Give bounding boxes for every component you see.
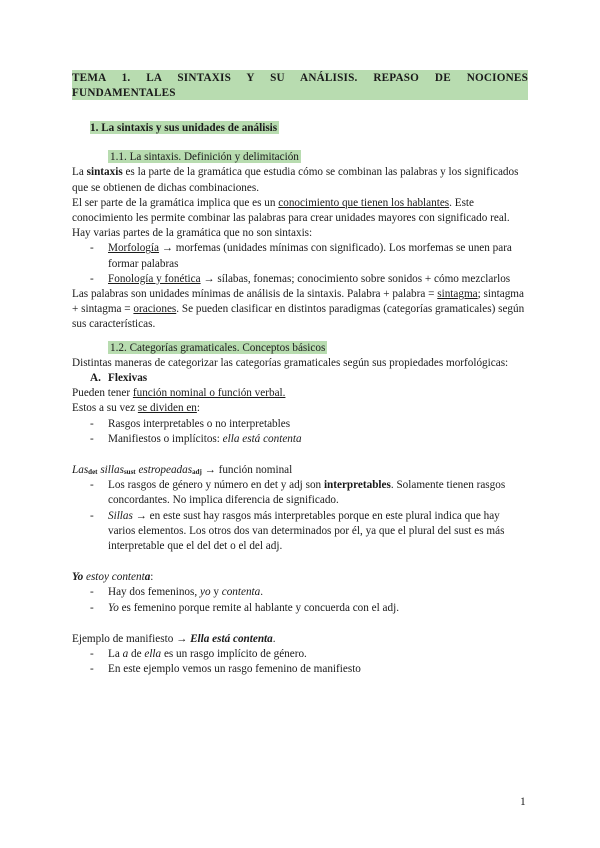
text-run: Pueden tener <box>72 387 133 400</box>
italic-example: contenta <box>221 586 261 599</box>
dash-bullet: - <box>90 648 94 661</box>
example-word: estropeadas <box>135 464 193 477</box>
underlined-term: sintagma <box>437 288 478 301</box>
example3-notes <box>72 647 528 677</box>
italic-example: yo <box>199 586 211 599</box>
paragraph-categorize: Distintas maneras de categorizar las categorías gramaticales según sus propiedades morfológicas: <box>72 356 509 369</box>
underlined-term: función nominal o función verbal. <box>132 387 286 400</box>
grammar-parts-list <box>72 241 528 287</box>
category-subscript: det <box>88 468 98 477</box>
example2-notes <box>72 585 528 615</box>
italic-example: Yo <box>108 601 119 614</box>
list-item <box>72 478 528 508</box>
italic-example: Sillas <box>108 509 133 522</box>
spacer <box>72 447 528 463</box>
subsection-heading-1-2 <box>108 341 528 356</box>
text-run: . Se pueden clasificar en distintos paradigmas (categorías gramaticales) según sus características. <box>72 303 525 331</box>
title-line-1: TEMA 1. LA SINTAXIS Y SU ANÁLISIS. REPASO DE NOCIONES <box>72 72 528 84</box>
underlined-term: conocimiento que tienen los hablantes <box>278 196 450 209</box>
text-run: ; sintagma + sintagma = <box>72 288 524 316</box>
underlined-term: se dividen en <box>137 402 197 415</box>
text-run: es un rasgo implícito de género. <box>161 648 307 661</box>
title-line-2: FUNDAMENTALES <box>72 86 176 99</box>
subheading-label: Flexivas <box>108 372 148 385</box>
underlined-term: Fonología y fonética <box>108 272 201 285</box>
page-number: 1 <box>520 796 526 808</box>
list-item <box>72 432 528 447</box>
text-run: Los rasgos de género y número en det y adj son <box>108 479 324 492</box>
italic-example: ella está contenta <box>222 432 302 445</box>
dash-bullet: - <box>90 663 94 676</box>
paragraph-divide <box>72 401 528 416</box>
text-run: : <box>150 571 154 584</box>
list-item <box>72 647 528 662</box>
category-subscript: adj <box>192 468 202 477</box>
text-run: y <box>210 586 222 599</box>
category-subscript: sust <box>123 468 136 477</box>
bold-term: sintaxis <box>86 166 123 179</box>
bold-term: interpretables <box>323 479 391 492</box>
text-run: En este ejemplo vemos un rasgo femenino de manifiesto <box>108 663 361 676</box>
text-run: Manifiestos o implícitos: <box>108 432 223 445</box>
text-run: → en este sust hay rasgos más interpretables porque en este plural indica que hay varios elementos. Los otros dos van determinados por él, ya que el plural del sust es más interpretable que el del det o el del adj. <box>108 509 505 553</box>
dash-bullet: - <box>90 272 94 285</box>
text-run: Hay dos femeninos, <box>108 586 200 599</box>
list-item <box>72 509 528 555</box>
text-run: La <box>108 648 123 661</box>
example1-notes <box>72 478 528 554</box>
paragraph-function <box>72 386 528 401</box>
section-heading <box>90 121 528 136</box>
underlined-term: Morfología <box>108 242 159 255</box>
spacer <box>72 616 528 632</box>
text-run: → morfemas (unidades mínimas con significado). Los morfemas se unen para formar palabras <box>108 242 512 270</box>
list-item <box>72 662 528 677</box>
dash-bullet: - <box>90 242 94 255</box>
subsection-heading-1-1-text: 1.1. La sintaxis. Definición y delimitación <box>110 151 299 164</box>
subsection-heading-1-1 <box>108 150 528 165</box>
spacer <box>72 554 528 570</box>
list-item <box>72 241 528 271</box>
text-run: : <box>196 402 201 415</box>
text-run: Las palabras son unidades mínimas de análisis de la sintaxis. Palabra + palabra = <box>72 288 438 301</box>
text-run: . <box>272 632 276 645</box>
list-item <box>72 272 528 287</box>
paragraph-units <box>72 287 528 333</box>
page-content <box>72 70 528 678</box>
example-word-bold: a <box>144 571 151 584</box>
dash-bullet: - <box>90 432 94 445</box>
feature-types-list <box>72 417 528 447</box>
paragraph-parts: Hay varias partes de la gramática que no son sintaxis: <box>72 227 313 240</box>
text-run: La <box>72 166 87 179</box>
text-run: es femenino porque remite al hablante y concuerda con el adj. <box>118 601 399 614</box>
text-run: . Este conocimiento les permite combinar las palabras para crear unidades mayores con significado real. <box>72 196 510 225</box>
text-run: . Solamente tienen rasgos concordantes. No implica diferencia de significado. <box>108 479 506 507</box>
text-run: El ser parte de la gramática implica que es un <box>72 196 279 209</box>
text-run: de <box>128 648 145 661</box>
list-letter: A. <box>90 372 101 385</box>
dash-bullet: - <box>90 417 94 430</box>
example-las-sillas <box>72 463 528 478</box>
list-item <box>72 585 528 600</box>
text-run: → sílabas, fonemas; conocimiento sobre sonidos + cómo mezclarlos <box>200 272 511 285</box>
subheading-flexivas <box>72 371 528 386</box>
paragraph-knowledge <box>72 196 528 226</box>
example-word-bold: está content <box>209 632 268 645</box>
example-word-bold: a <box>267 632 273 645</box>
text-run: → función nominal <box>201 464 293 477</box>
text-run: Ejemplo de manifiesto → <box>72 632 191 645</box>
text-run: . <box>260 586 264 599</box>
dash-bullet: - <box>90 479 94 492</box>
text-run: Estos a su vez <box>72 402 138 415</box>
underlined-term: oraciones <box>133 303 177 316</box>
list-item <box>72 417 528 432</box>
document-title <box>72 70 528 100</box>
example-word: estoy content <box>83 571 145 584</box>
text-run: Rasgos interpretables o no interpretables <box>108 417 291 430</box>
list-item <box>72 601 528 616</box>
dash-bullet: - <box>90 586 94 599</box>
paragraph-definition <box>72 165 528 195</box>
example-word: Las <box>72 464 89 477</box>
italic-example: ella <box>144 648 162 661</box>
example-ella-esta-contenta <box>72 632 528 647</box>
example-word-bold: Ell <box>190 632 204 645</box>
example-word: sillas <box>97 464 124 477</box>
example-word-bold: a <box>203 632 210 645</box>
text-run: es la parte de la gramática que estudia cómo se combinan las palabras y los significados que se obtienen de dichas combinaciones. <box>72 166 519 194</box>
dash-bullet: - <box>90 509 94 522</box>
example-yo-estoy-contenta <box>72 570 528 585</box>
example-word-bold: Yo <box>72 571 84 584</box>
subsection-heading-1-2-text: 1.2. Categorías gramaticales. Conceptos básicos <box>110 341 326 354</box>
italic-example: a <box>122 648 129 661</box>
section-heading-text: 1. La sintaxis y sus unidades de análisis <box>90 122 278 134</box>
dash-bullet: - <box>90 601 94 614</box>
